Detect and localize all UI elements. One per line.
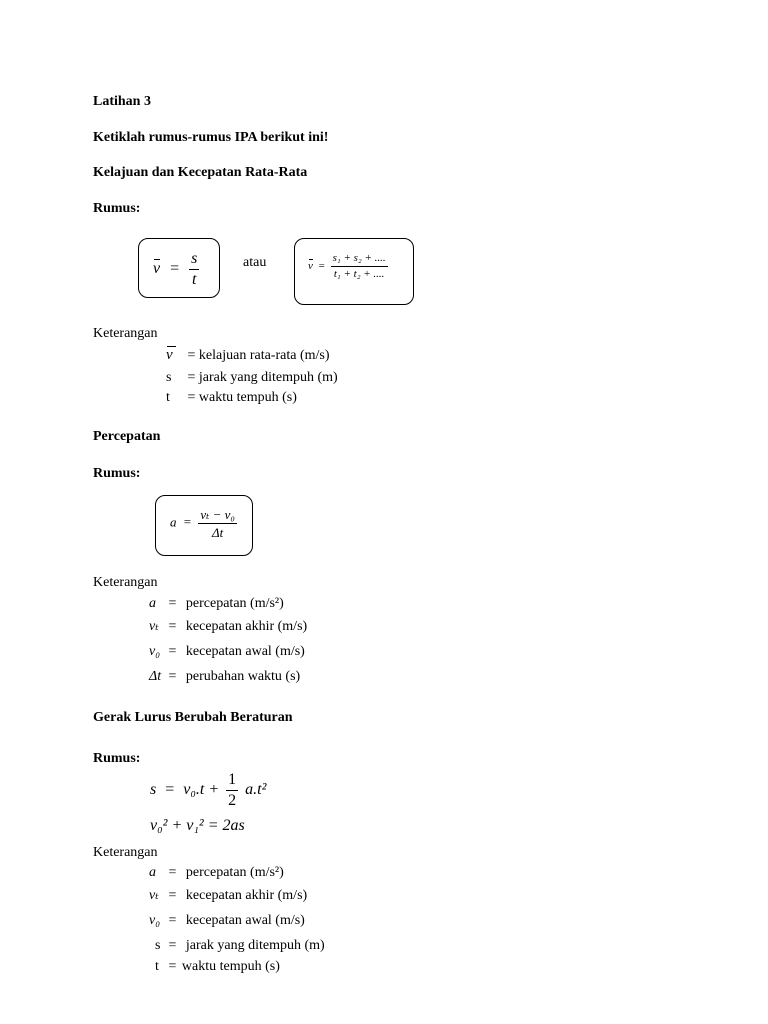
ket-row [155, 960, 280, 974]
formula-box-average-speed-multi [294, 238, 414, 305]
formula-lhs: v [153, 260, 161, 278]
fraction-denominator: t [192, 271, 197, 288]
ket-desc: = waktu tempuh (s) [187, 390, 297, 405]
ket-row [149, 597, 284, 611]
ket-eq: = [168, 596, 177, 611]
rumus-label-3: Rumus: [93, 751, 141, 766]
keterangan-label-1: Keterangan [93, 326, 158, 341]
ket-desc: percepatan (m/s²) [185, 865, 284, 880]
fraction-numerator: s₁ + s₂ + .... [331, 253, 388, 267]
ket-symbol: t [166, 390, 170, 405]
ket-desc: perubahan waktu (s) [185, 669, 301, 684]
ket-symbol: a [149, 865, 156, 880]
ket-symbol: s [166, 370, 172, 385]
ket-desc: percepatan (m/s²) [185, 596, 284, 611]
formula-average-speed-multi [308, 253, 388, 280]
formula-acceleration [170, 508, 237, 539]
ket-row [149, 645, 305, 659]
or-text: atau [243, 255, 267, 270]
ket-eq: = [168, 888, 177, 903]
ket-symbol: t [155, 959, 159, 974]
formula-eq: = [318, 260, 325, 273]
ket-row [166, 371, 338, 385]
formula-eq: = [165, 781, 175, 799]
ket-row [166, 348, 330, 363]
ket-desc: waktu tempuh (s) [181, 959, 280, 974]
formula-term2: a.t² [245, 781, 267, 799]
ket-eq: = [168, 619, 177, 634]
ket-symbol: v [166, 348, 176, 363]
ket-row [149, 889, 307, 903]
fraction-numerator: 1 [226, 772, 238, 791]
ket-row [149, 914, 305, 928]
formula-eq: = [183, 514, 192, 530]
ket-symbol: v₀ [149, 913, 161, 928]
ket-desc: = kelajuan rata-rata (m/s) [187, 348, 330, 363]
formula-lhs: s [150, 781, 157, 799]
formula-lhs: v [308, 260, 313, 273]
formula-fraction [331, 253, 388, 280]
formula-lhs: a [170, 514, 177, 530]
formula-box-average-speed-simple [138, 238, 220, 298]
formula-term1: v₀.t + [183, 781, 220, 799]
section-title-kelajuan: Kelajuan dan Kecepatan Rata-Rata [93, 165, 308, 180]
page-heading: Latihan 3 [93, 94, 151, 109]
fraction-denominator: t₁ + t₂ + .... [333, 268, 385, 280]
keterangan-label-2: Keterangan [93, 575, 158, 590]
ket-desc: jarak yang ditempuh (m) [185, 938, 325, 953]
fraction-numerator: s [189, 251, 199, 270]
ket-desc: = jarak yang ditempuh (m) [187, 370, 338, 385]
ket-eq: = [168, 865, 177, 880]
formula-fraction [226, 772, 238, 809]
formula-average-speed-simple [153, 251, 199, 288]
fraction-numerator: vₜ − v₀ [200, 507, 235, 522]
formula-eq: = [170, 260, 180, 278]
ket-desc: kecepatan awal (m/s) [185, 913, 305, 928]
ket-desc: kecepatan akhir (m/s) [185, 888, 308, 903]
ket-eq: = [168, 644, 177, 659]
formula-velocity-squared: v₀² + v₁² = 2as [150, 817, 245, 834]
section-title-glbb: Gerak Lurus Berubah Beraturan [93, 710, 293, 725]
rumus-label-2: Rumus: [93, 466, 141, 481]
ket-symbol: vₜ [149, 619, 159, 634]
ket-row [166, 391, 297, 405]
ket-eq: = [168, 959, 177, 974]
ket-symbol: vₜ [149, 888, 159, 903]
formula-displacement [150, 772, 266, 809]
fraction-denominator: 2 [228, 792, 237, 809]
ket-row [149, 670, 300, 684]
ket-row [149, 620, 307, 634]
ket-symbol: v₀ [149, 644, 161, 659]
keterangan-label-3: Keterangan [93, 845, 158, 860]
section-title-percepatan: Percepatan [93, 429, 161, 444]
ket-row [149, 866, 284, 880]
instruction-text: Ketiklah rumus-rumus IPA berikut ini! [93, 130, 329, 145]
ket-desc: kecepatan awal (m/s) [185, 644, 305, 659]
rumus-label-1: Rumus: [93, 201, 141, 216]
formula-fraction [198, 508, 237, 539]
ket-desc: kecepatan akhir (m/s) [185, 619, 308, 634]
formula-fraction [189, 251, 199, 288]
ket-row [155, 939, 325, 953]
ket-eq: = [168, 669, 177, 684]
formula-box-acceleration [155, 495, 253, 556]
ket-symbol: s [155, 938, 161, 953]
ket-symbol: Δt [149, 669, 162, 684]
ket-eq: = [168, 913, 177, 928]
ket-eq: = [168, 938, 177, 953]
fraction-denominator: Δt [211, 525, 224, 540]
ket-symbol: a [149, 596, 156, 611]
